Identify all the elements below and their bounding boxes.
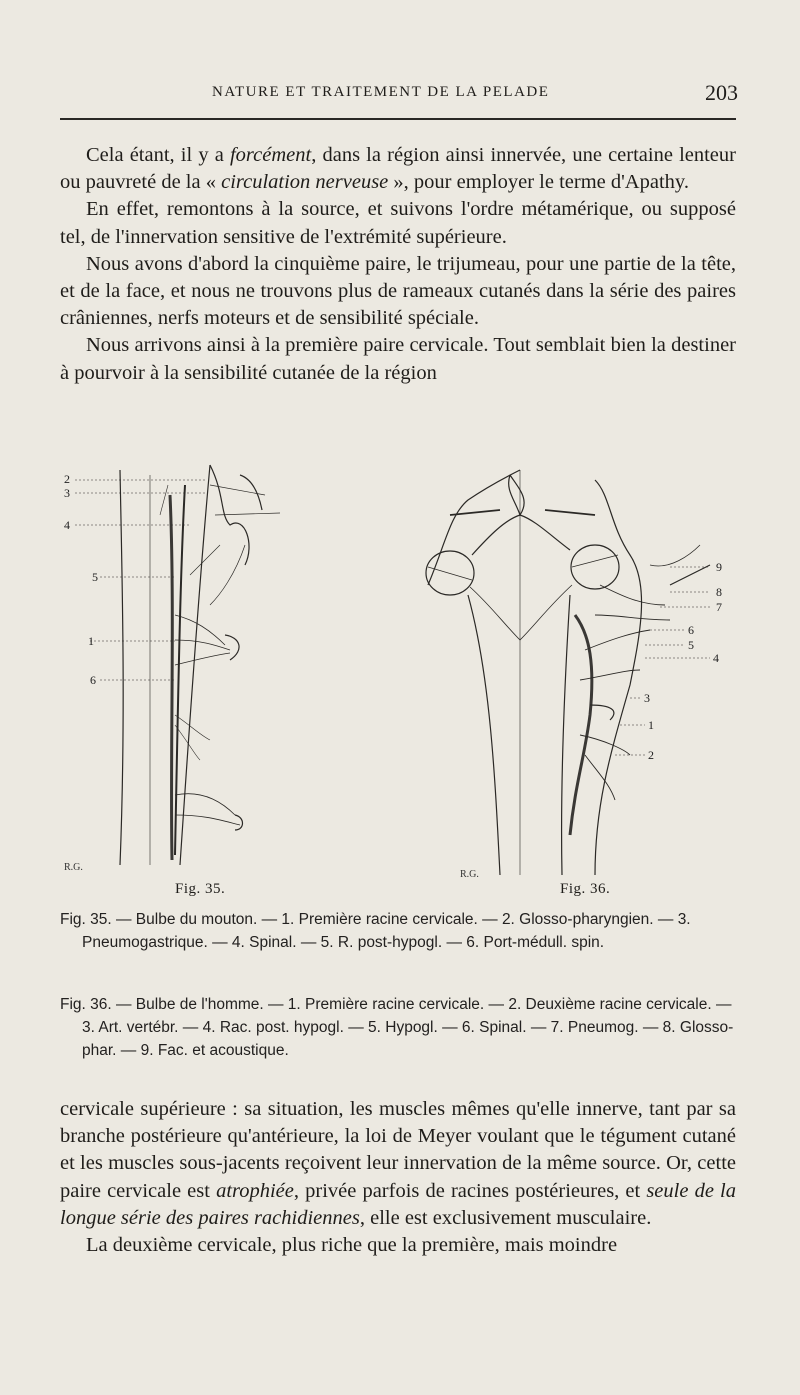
fig36-label-9: 9 (716, 560, 722, 574)
fig35-title: Fig. 35. (175, 881, 226, 897)
fig35-signature: R.G. (64, 862, 83, 873)
figures-illustration (50, 455, 750, 895)
fig35-caption: Fig. 35. — Bulbe du mouton. — 1. Première racine cervicale. — 2. Glosso-pharyngien. — 3. Pneumogastrique. — 4. Spinal. — 5. R. post-hypogl. — 6. Port-médull. spin. (60, 911, 691, 951)
fig36-labels (460, 560, 722, 880)
fig36-drawing (426, 470, 710, 875)
fig35-label-2: 2 (64, 472, 70, 486)
fig36-caption: Fig. 36. — Bulbe de l'homme. — 1. Première racine cervicale. — 2. Deuxième racine cervicale. — 3. Art. vertébr. — 4. Rac. post. hypogl. — 5. Hypogl. — 6. Spinal. — 7. Pneumog. — 8. Glosso-phar. — 9. Fac. et acoustique. (60, 996, 734, 1059)
fig35-label-1: 1 (88, 634, 94, 648)
running-header (60, 80, 740, 110)
fig36-caption-block (60, 993, 736, 1062)
anatomical-drawings (50, 455, 750, 895)
fig36-label-5: 5 (688, 638, 694, 652)
fig36-label-2: 2 (648, 748, 654, 762)
paragraph-1: Cela étant, il y a forcément, dans la région ainsi innervée, une certaine lenteur ou pauvreté de la « circulation nerveuse », pour employer le terme d'Apathy. (60, 144, 736, 194)
paragraph-4: Nous arrivons ainsi à la première paire cervicale. Tout semblait bien la destiner à pourvoir à la sensibilité cutanée de la région (60, 334, 736, 384)
fig35-label-6: 6 (90, 673, 96, 687)
fig36-label-3: 3 (644, 691, 650, 705)
fig35-label-3: 3 (64, 486, 70, 500)
fig36-label-1: 1 (648, 718, 654, 732)
header-rule (60, 118, 736, 120)
paragraph-2: En effet, remontons à la source, et suivons l'ordre métamérique, ou supposé tel, de l'innervation sensitive de l'extrémité supérieure. (60, 198, 736, 248)
body-text-top (60, 142, 736, 387)
fig35-labels (64, 472, 98, 873)
fig35-label-4: 4 (64, 518, 70, 532)
page-number: 203 (705, 80, 738, 105)
fig36-label-8: 8 (716, 585, 722, 599)
fig35-caption-block (60, 908, 736, 954)
fig36-label-6: 6 (688, 623, 694, 637)
fig35-label-5: 5 (92, 570, 98, 584)
fig36-title: Fig. 36. (560, 881, 611, 897)
paragraph-5: cervicale supérieure : sa situation, les muscles mêmes qu'elle innerve, tant par sa branche postérieure qu'antérieure, la loi de Meyer voulant que le tégument cutané et les muscles sous-jacents reçoivent leur innervation de la même source. Or, cette paire cervicale est atrophiée, privée parfois de racines postérieures, et seule de la longue série des paires rachidiennes, elle est exclusivement musculaire. (60, 1098, 736, 1229)
body-text-bottom (60, 1096, 736, 1259)
paragraph-3: Nous avons d'abord la cinquième paire, le trijumeau, pour une partie de la tête, et de la face, et nous ne trouvons plus de rameaux cutanés dans la série des paires crâniennes, nerfs moteurs et de sensibilité spéciale. (60, 252, 736, 330)
running-title: NATURE ET TRAITEMENT DE LA PELADE (212, 84, 550, 100)
fig36-label-4: 4 (713, 651, 719, 665)
paragraph-6: La deuxième cervicale, plus riche que la première, mais moindre (86, 1234, 618, 1257)
fig36-signature: R.G. (460, 869, 479, 880)
fig36-label-7: 7 (716, 600, 722, 614)
fig36-leader-lines (615, 567, 710, 755)
